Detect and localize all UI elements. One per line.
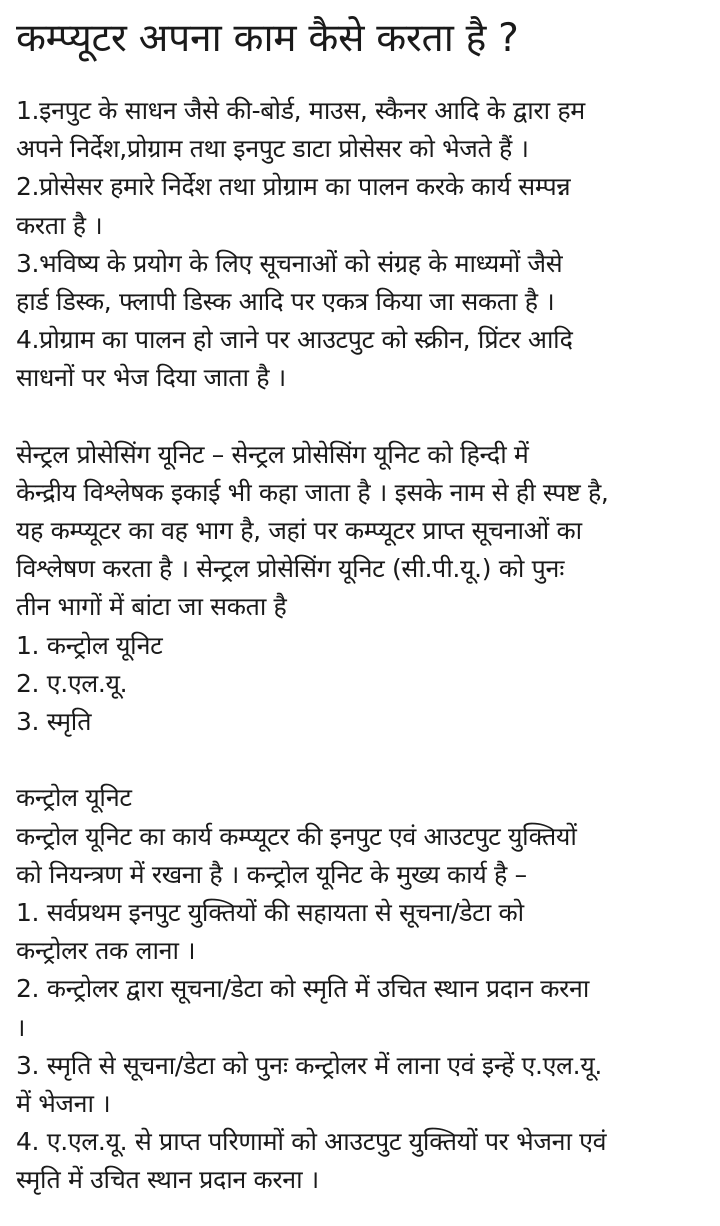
text-line: में भेजना । <box>16 1088 111 1118</box>
list-item: 2. ए.एल.यू. <box>16 668 128 698</box>
text-line: 2.प्रोसेसर हमारे निर्देश तथा प्रोग्राम का पालन करके कार्य सम्पन्न <box>16 172 571 202</box>
text-line: 3.भविष्य के प्रयोग के लिए सूचनाओं को संग्रह के माध्यमों जैसे <box>16 248 563 278</box>
text-line: 4.प्रोग्राम का पालन हो जाने पर आउटपुट को स्क्रीन, प्रिंटर आदि <box>16 325 573 355</box>
list-item: 1. कन्ट्रोल यूनिट <box>16 630 163 660</box>
text-line: केन्द्रीय विश्लेषक इकाई भी कहा जाता है । इसके नाम से ही स्पष्ट है, <box>16 477 609 507</box>
text-line: करता है । <box>16 210 103 240</box>
list-item: 3. स्मृति से सूचना/डेटा को पुनः कन्ट्रोलर में लाना एवं इन्हें ए.एल.यू. <box>16 1050 602 1080</box>
list-item: 4. ए.एल.यू. से प्राप्त परिणामों को आउटपुट युक्तियों पर भेजना एवं <box>16 1127 607 1157</box>
list-item: 3. स्मृति <box>16 707 92 736</box>
section-heading: कन्ट्रोल यूनिट <box>16 783 132 813</box>
text-line: हार्ड डिस्क, फ्लापी डिस्क आदि पर एकत्र किया जा सकता है । <box>16 286 555 316</box>
document-page <box>16 14 708 1199</box>
section-control-unit <box>16 779 708 1199</box>
section-how-computer-works <box>16 92 708 398</box>
text-line: विश्लेषण करता है । सेन्ट्रल प्रोसेसिंग यूनिट (सी.पी.यू.) को पुनः <box>16 554 565 584</box>
list-item: 1. सर्वप्रथम इनपुट युक्तियों की सहायता से सूचना/डेटा को <box>16 897 524 927</box>
list-item: 2. कन्ट्रोलर द्वारा सूचना/डेटा को स्मृति में उचित स्थान प्रदान करना <box>16 974 589 1004</box>
page-title: कम्प्यूटर अपना काम कैसे करता है ? <box>16 16 519 61</box>
text-line: कन्ट्रोलर तक लाना । <box>16 936 196 966</box>
text-line: अपने निर्देश,प्रोग्राम तथा इनपुट डाटा प्रोसेसर को भेजते हैं । <box>16 134 529 164</box>
text-line: साधनों पर भेज दिया जाता है । <box>16 363 286 393</box>
text-line: को नियन्त्रण में रखना है । कन्ट्रोल यूनिट के मुख्य कार्य है – <box>16 859 527 889</box>
text-line: स्मृति में उचित स्थान प्रदान करना । <box>16 1165 319 1195</box>
text-line: सेन्ट्रल प्रोसेसिंग यूनिट – सेन्ट्रल प्रोसेसिंग यूनिट को हिन्दी में <box>16 439 529 469</box>
text-line: यह कम्प्यूटर का वह भाग है, जहां पर कम्प्यूटर प्राप्त सूचनाओं का <box>16 516 582 546</box>
text-line: । <box>16 1012 26 1042</box>
paragraph-gap <box>16 741 708 779</box>
text-line: कन्ट्रोल यूनिट का कार्य कम्प्यूटर की इनपुट एवं आउटपुट युक्तियों <box>16 821 577 851</box>
section-cpu <box>16 436 708 742</box>
text-line: 1.इनपुट के साधन जैसे की-बोर्ड, माउस, स्कैनर आदि के द्वारा हम <box>16 96 585 125</box>
text-line: तीन भागों में बांटा जा सकता है <box>16 592 287 622</box>
paragraph-gap <box>16 398 708 436</box>
